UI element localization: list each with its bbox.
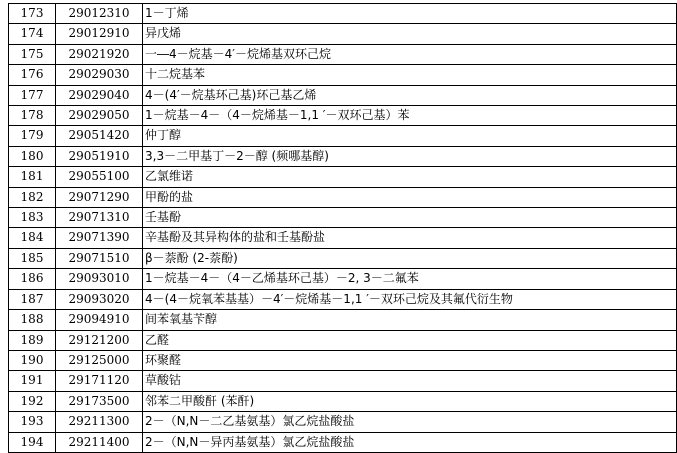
cell-code: 29029050 <box>56 106 143 126</box>
cell-no: 186 <box>9 269 56 289</box>
table-body <box>9 4 677 453</box>
document-page <box>0 3 674 449</box>
table-row <box>9 208 677 228</box>
cell-no: 187 <box>9 289 56 309</box>
table-row <box>9 350 677 370</box>
table-row <box>9 187 677 207</box>
cell-no: 181 <box>9 167 56 187</box>
cell-code: 29071390 <box>56 228 143 248</box>
table-row <box>9 126 677 146</box>
table-row <box>9 269 677 289</box>
cell-name: 环聚醛 <box>143 350 677 370</box>
cell-code: 29094910 <box>56 310 143 330</box>
table-row <box>9 24 677 44</box>
cell-name: 壬基酚 <box>143 208 677 228</box>
cell-name: 2－（N,N－异丙基氨基）氯乙烷盐酸盐 <box>143 432 677 452</box>
cell-no: 185 <box>9 248 56 268</box>
cell-no: 189 <box>9 330 56 350</box>
cell-code: 29211400 <box>56 432 143 452</box>
cell-code: 29173500 <box>56 391 143 411</box>
cell-name: 一―4－烷基－4′－烷烯基双环己烷 <box>143 44 677 64</box>
cell-no: 179 <box>9 126 56 146</box>
cell-name: 仲丁醇 <box>143 126 677 146</box>
table-row <box>9 167 677 187</box>
cell-code: 29021920 <box>56 44 143 64</box>
cell-code: 29012910 <box>56 24 143 44</box>
cell-no: 183 <box>9 208 56 228</box>
table-row <box>9 65 677 85</box>
cell-name: 乙氯维诺 <box>143 167 677 187</box>
cell-code: 29071310 <box>56 208 143 228</box>
cell-no: 194 <box>9 432 56 452</box>
cell-code: 29121200 <box>56 330 143 350</box>
table-row <box>9 310 677 330</box>
table-row <box>9 330 677 350</box>
cell-code: 29029030 <box>56 65 143 85</box>
commodity-code-table <box>8 3 677 453</box>
cell-no: 180 <box>9 146 56 166</box>
cell-name: 异戊烯 <box>143 24 677 44</box>
cell-no: 173 <box>9 4 56 24</box>
cell-no: 188 <box>9 310 56 330</box>
cell-code: 29125000 <box>56 350 143 370</box>
table-row <box>9 248 677 268</box>
cell-name: 4－(4－烷氧苯基基）－4′－烷烯基－1,1 ′－双环己烷及其氟代衍生物 <box>143 289 677 309</box>
cell-name: 辛基酚及其异构体的盐和壬基酚盐 <box>143 228 677 248</box>
cell-name: 4－(4′－烷基环己基)环己基乙烯 <box>143 85 677 105</box>
cell-name: 间苯氧基苄醇 <box>143 310 677 330</box>
table-row <box>9 228 677 248</box>
table-row <box>9 412 677 432</box>
cell-code: 29029040 <box>56 85 143 105</box>
cell-code: 29012310 <box>56 4 143 24</box>
table-row <box>9 106 677 126</box>
cell-no: 177 <box>9 85 56 105</box>
cell-code: 29051910 <box>56 146 143 166</box>
cell-code: 29093020 <box>56 289 143 309</box>
cell-code: 29051420 <box>56 126 143 146</box>
cell-name: 乙醛 <box>143 330 677 350</box>
table-row <box>9 44 677 64</box>
cell-no: 191 <box>9 371 56 391</box>
cell-no: 193 <box>9 412 56 432</box>
cell-no: 175 <box>9 44 56 64</box>
cell-name: 十二烷基苯 <box>143 65 677 85</box>
table-row <box>9 289 677 309</box>
cell-no: 190 <box>9 350 56 370</box>
table-row <box>9 391 677 411</box>
cell-code: 29211300 <box>56 412 143 432</box>
cell-no: 178 <box>9 106 56 126</box>
cell-no: 182 <box>9 187 56 207</box>
cell-name: 1－烷基－4－（4－烷烯基－1,1 ′－双环己基）苯 <box>143 106 677 126</box>
cell-name: 邻苯二甲酸酐 (苯酐) <box>143 391 677 411</box>
cell-name: 甲酚的盐 <box>143 187 677 207</box>
cell-code: 29071290 <box>56 187 143 207</box>
cell-code: 29171120 <box>56 371 143 391</box>
cell-name: β－萘酚 (2-萘酚) <box>143 248 677 268</box>
cell-name: 3,3－二甲基丁－2－醇 (频哪基醇) <box>143 146 677 166</box>
table-row <box>9 85 677 105</box>
cell-code: 29055100 <box>56 167 143 187</box>
cell-no: 176 <box>9 65 56 85</box>
cell-code: 29071510 <box>56 248 143 268</box>
cell-no: 174 <box>9 24 56 44</box>
cell-no: 184 <box>9 228 56 248</box>
table-row <box>9 432 677 452</box>
cell-no: 192 <box>9 391 56 411</box>
cell-name: 1－丁烯 <box>143 4 677 24</box>
cell-name: 1－烷基－4－（4－乙烯基环己基）－2, 3－二氟苯 <box>143 269 677 289</box>
cell-code: 29093010 <box>56 269 143 289</box>
cell-name: 2－（N,N－二乙基氨基）氯乙烷盐酸盐 <box>143 412 677 432</box>
cell-name: 草酸钴 <box>143 371 677 391</box>
table-row <box>9 371 677 391</box>
table-row <box>9 4 677 24</box>
table-row <box>9 146 677 166</box>
